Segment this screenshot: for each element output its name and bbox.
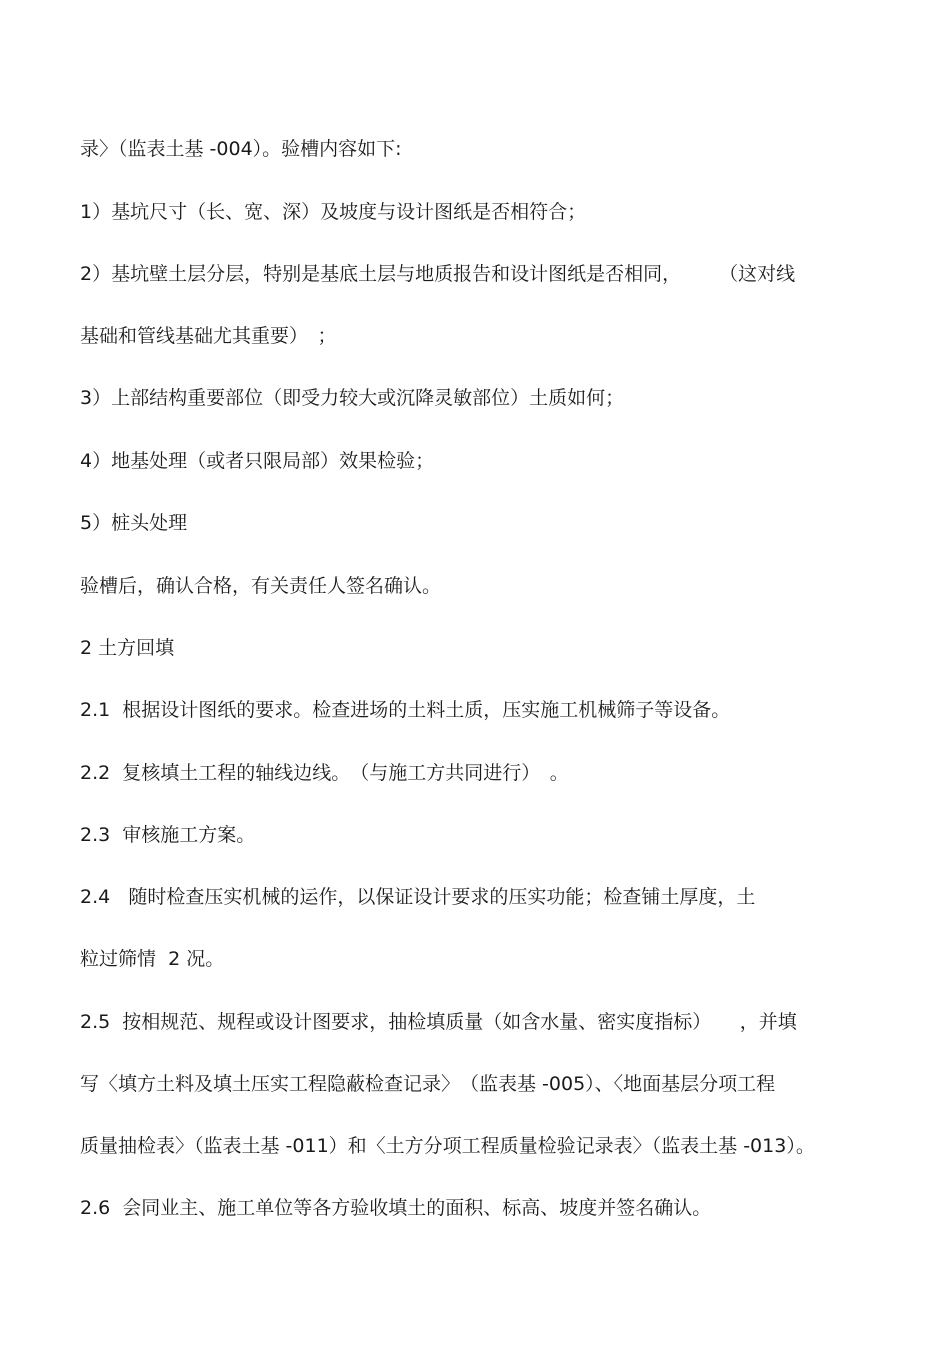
text-line: 验槽后，确认合格，有关责任人签名确认。 — [80, 575, 442, 597]
text-line: 2.1 根据设计图纸的要求。检查进场的土料土质，压实施工机械筛子等设备。 — [80, 699, 731, 721]
text-line: 3）上部结构重要部位（即受力较大或沉降灵敏部位）土质如何； — [80, 387, 625, 409]
text-line: 基础和管线基础尤其重要） ； — [80, 325, 337, 347]
text-line: 4）地基处理（或者只限局部）效果检验； — [80, 450, 435, 472]
text-line: 2.2 复核填土工程的轴线边线。 （与施工方共同进行） 。 — [80, 762, 569, 784]
text-line: 录〉（监表土基 -004）。验槽内容如下: — [80, 138, 402, 160]
text-line: 1）基坑尺寸（长、宽、深）及坡度与设计图纸是否相符合； — [80, 201, 587, 223]
text-line: 2.5 按相规范、规程或设计图要求，抽检填质量（如含水量、密实度指标） ，并填 — [80, 1011, 797, 1033]
text-line: 5）桩头处理 — [80, 512, 188, 534]
text-line: 2）基坑壁土层分层，特别是基底土层与地质报告和设计图纸是否相同， （这对线 — [80, 263, 796, 285]
text-line: 粒过筛情 2 况。 — [80, 948, 225, 970]
section-heading: 2 土方回填 — [80, 637, 175, 659]
text-line: 质量抽检表〉（监表土基 -011）和〈土方分项工程质量检验记录表〉（监表土基 -013）。 — [80, 1135, 815, 1157]
text-line: 2.4 随时检查压实机械的运作，以保证设计要求的压实功能；检查铺土厚度，土 — [80, 886, 756, 908]
text-line: 写〈填方土料及填土压实工程隐蔽检查记录〉 （监表基 -005）、〈地面基层分项工程 — [80, 1073, 776, 1095]
text-line: 2.3 审核施工方案。 — [80, 824, 256, 846]
text-line: 2.6 会同业主、施工单位等各方验收填土的面积、标高、坡度并签名确认。 — [80, 1197, 712, 1219]
